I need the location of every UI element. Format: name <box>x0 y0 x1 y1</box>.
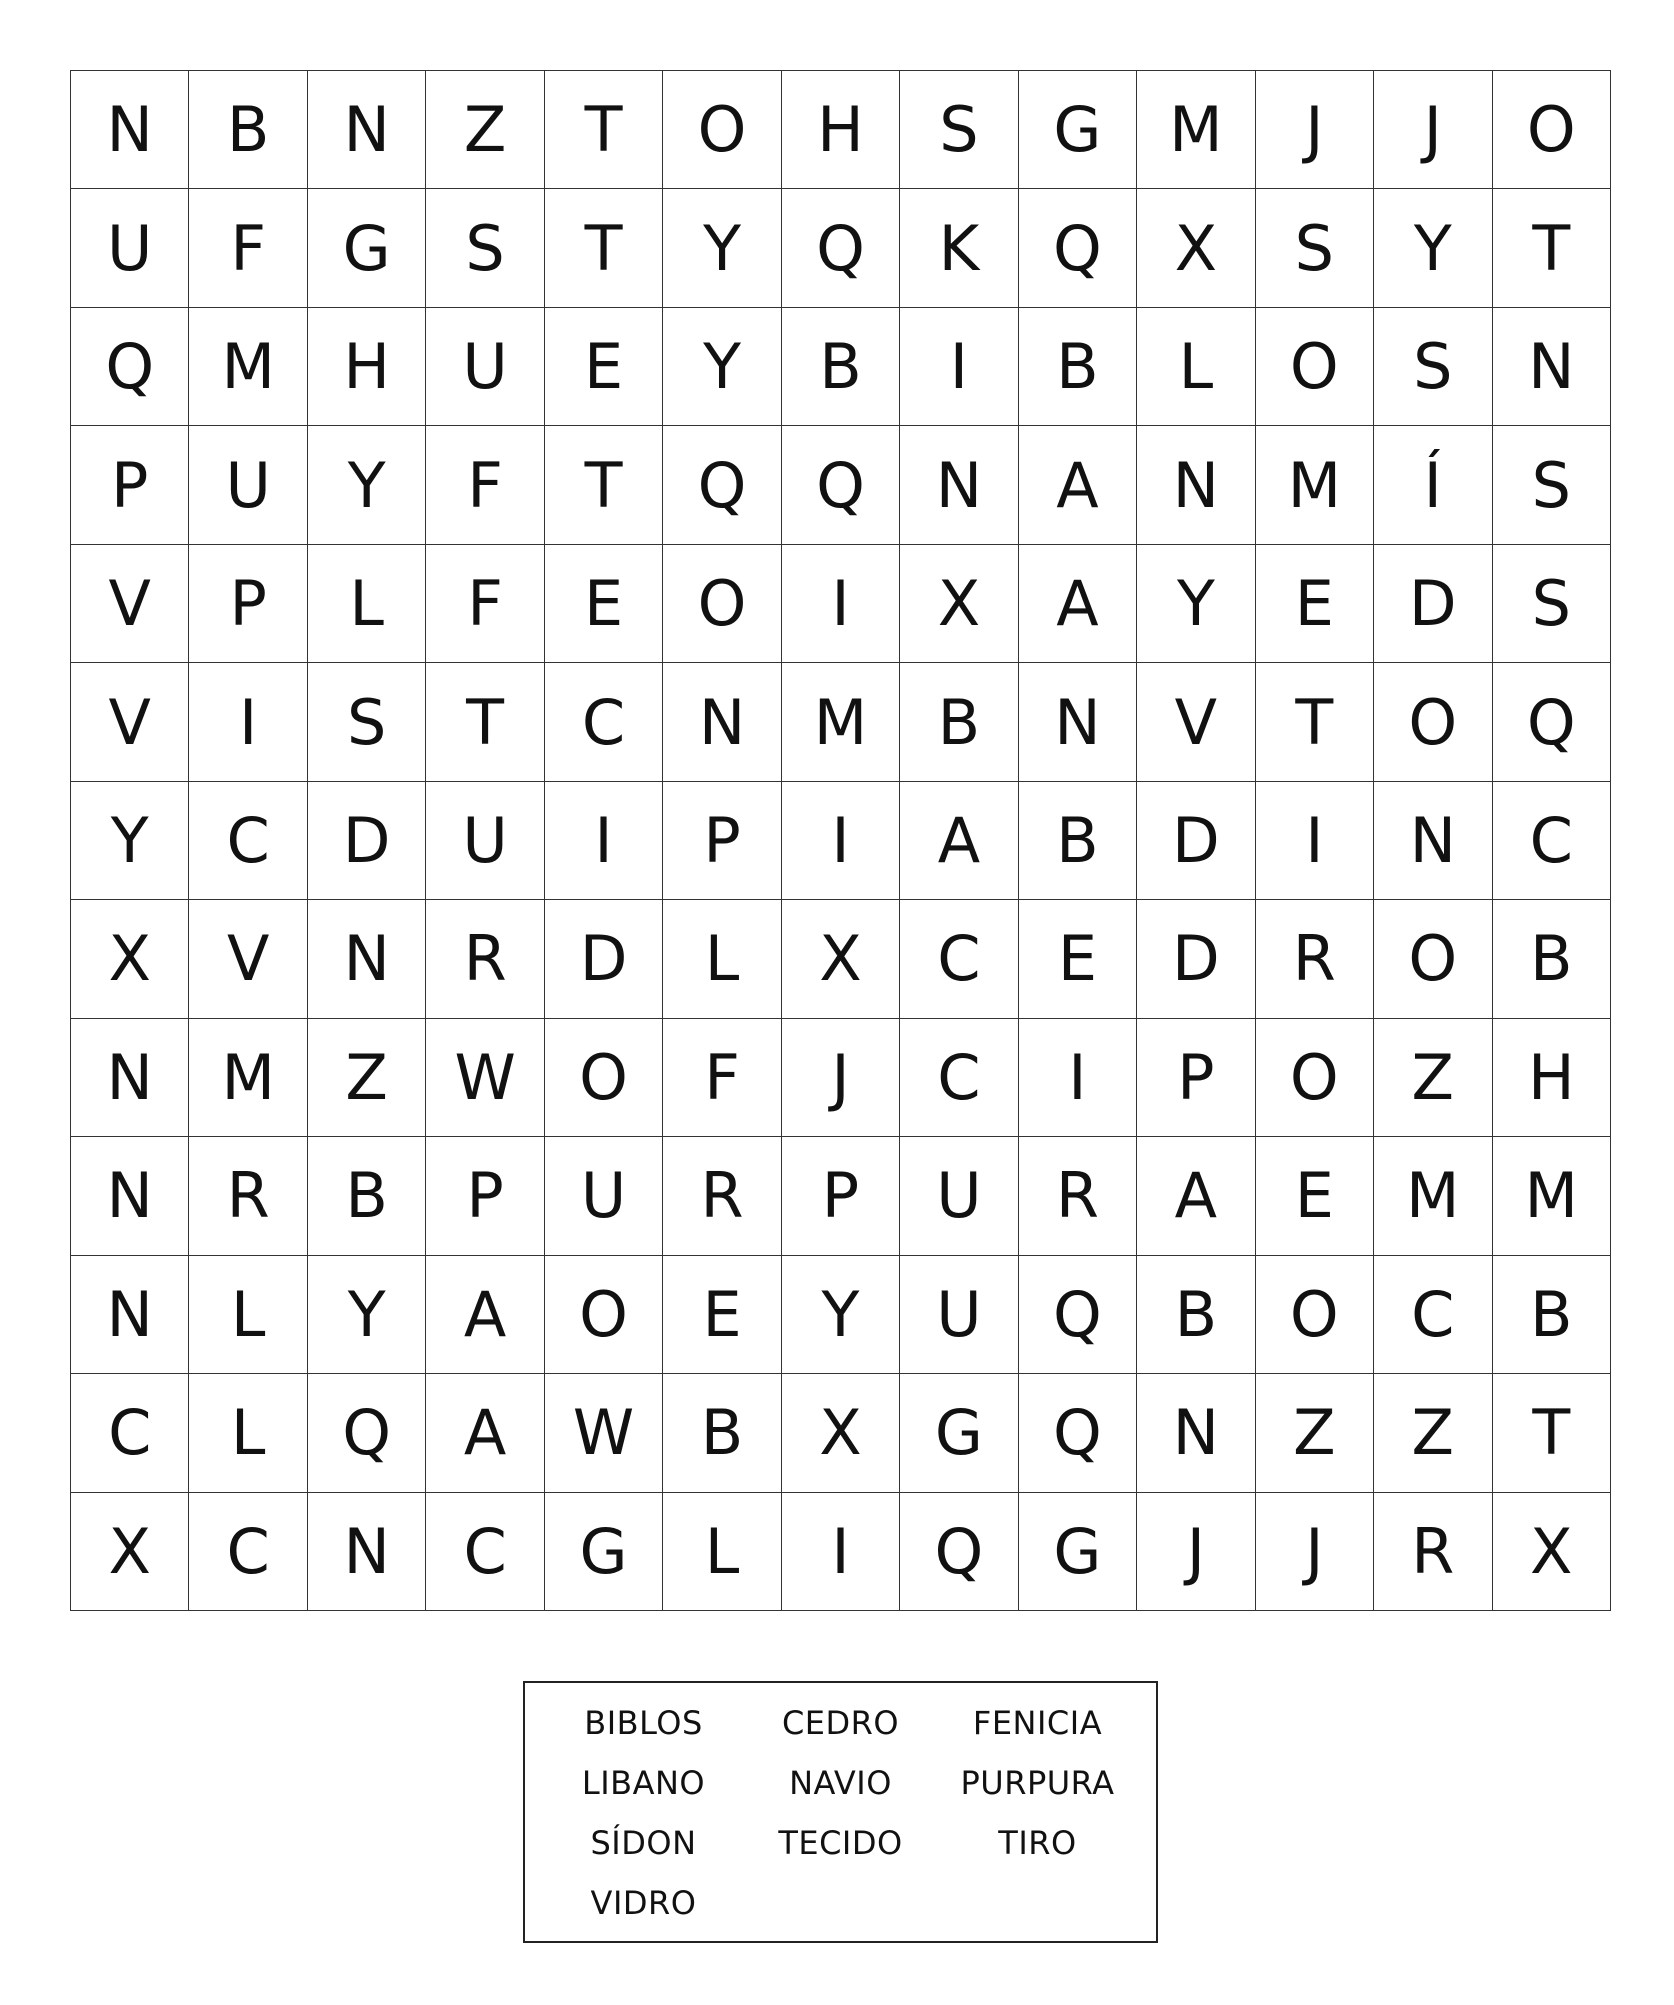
grid-cell[interactable]: S <box>1493 426 1611 544</box>
grid-cell[interactable]: Z <box>308 1019 426 1137</box>
word-list-item: NAVIO <box>789 1764 892 1802</box>
grid-cell[interactable]: Q <box>1019 1256 1137 1374</box>
grid-cell[interactable]: M <box>1256 426 1374 544</box>
grid-cell[interactable]: V <box>71 545 189 663</box>
grid-cell[interactable]: U <box>426 308 544 426</box>
grid-cell[interactable]: C <box>1493 782 1611 900</box>
grid-cell[interactable]: T <box>1493 189 1611 307</box>
grid-cell[interactable]: P <box>426 1137 544 1255</box>
grid-cell[interactable]: Q <box>663 426 781 544</box>
grid-cell[interactable]: V <box>1137 663 1255 781</box>
grid-cell[interactable]: H <box>308 308 426 426</box>
grid-cell[interactable]: F <box>426 545 544 663</box>
grid-cell[interactable]: L <box>189 1256 307 1374</box>
word-list-item: VIDRO <box>590 1884 697 1922</box>
word-list-item: SÍDON <box>590 1824 697 1862</box>
grid-cell[interactable]: R <box>426 900 544 1018</box>
grid-cell[interactable]: K <box>900 189 1018 307</box>
grid-cell[interactable]: I <box>782 782 900 900</box>
grid-cell[interactable]: Q <box>1019 189 1137 307</box>
grid-cell[interactable]: O <box>1374 663 1492 781</box>
grid-cell[interactable]: Y <box>308 426 426 544</box>
grid-cell[interactable]: W <box>545 1374 663 1492</box>
grid-cell[interactable]: P <box>663 782 781 900</box>
grid-cell[interactable]: D <box>1137 900 1255 1018</box>
grid-cell[interactable]: N <box>71 1019 189 1137</box>
grid-cell[interactable]: L <box>189 1374 307 1492</box>
grid-cell[interactable]: E <box>1256 1137 1374 1255</box>
grid-cell[interactable]: O <box>663 71 781 189</box>
grid-cell[interactable]: N <box>308 71 426 189</box>
grid-cell[interactable]: A <box>1019 426 1137 544</box>
grid-cell[interactable]: X <box>1137 189 1255 307</box>
grid-cell[interactable]: U <box>189 426 307 544</box>
grid-cell[interactable]: C <box>189 1493 307 1611</box>
grid-cell[interactable]: N <box>1493 308 1611 426</box>
grid-cell[interactable]: I <box>782 1493 900 1611</box>
letter-grid <box>70 70 1611 1611</box>
grid-cell[interactable]: A <box>1137 1137 1255 1255</box>
grid-cell[interactable]: O <box>1256 1019 1374 1137</box>
grid-cell[interactable]: C <box>900 900 1018 1018</box>
grid-cell[interactable]: R <box>1374 1493 1492 1611</box>
grid-cell[interactable]: B <box>1019 782 1137 900</box>
grid-cell[interactable]: D <box>1374 545 1492 663</box>
grid-cell[interactable]: M <box>1137 71 1255 189</box>
grid-cell[interactable]: E <box>1019 900 1137 1018</box>
grid-cell[interactable]: P <box>189 545 307 663</box>
grid-cell[interactable]: S <box>900 71 1018 189</box>
grid-cell[interactable]: E <box>663 1256 781 1374</box>
grid-cell[interactable]: Z <box>1256 1374 1374 1492</box>
grid-cell[interactable]: C <box>900 1019 1018 1137</box>
grid-cell[interactable]: R <box>1019 1137 1137 1255</box>
grid-cell[interactable]: A <box>900 782 1018 900</box>
grid-cell[interactable]: H <box>782 71 900 189</box>
grid-cell[interactable]: N <box>71 1256 189 1374</box>
grid-cell[interactable]: D <box>308 782 426 900</box>
grid-cell[interactable]: O <box>663 545 781 663</box>
word-list-item: FENICIA <box>972 1704 1103 1742</box>
grid-cell[interactable]: Z <box>1374 1374 1492 1492</box>
grid-cell[interactable]: J <box>782 1019 900 1137</box>
grid-cell[interactable]: U <box>426 782 544 900</box>
grid-cell[interactable]: E <box>545 545 663 663</box>
grid-cell[interactable]: U <box>900 1256 1018 1374</box>
word-list-item: TECIDO <box>778 1824 903 1862</box>
grid-cell[interactable]: B <box>1137 1256 1255 1374</box>
grid-cell[interactable]: S <box>1374 308 1492 426</box>
grid-cell[interactable]: Q <box>782 189 900 307</box>
grid-cell[interactable]: C <box>189 782 307 900</box>
grid-cell[interactable]: B <box>189 71 307 189</box>
grid-cell[interactable]: G <box>900 1374 1018 1492</box>
word-list-item: LIBANO <box>581 1764 706 1802</box>
grid-cell[interactable]: J <box>1256 1493 1374 1611</box>
grid-cell[interactable]: P <box>71 426 189 544</box>
grid-cell[interactable]: T <box>1256 663 1374 781</box>
grid-cell[interactable]: F <box>189 189 307 307</box>
grid-cell[interactable]: C <box>545 663 663 781</box>
grid-cell[interactable]: N <box>1019 663 1137 781</box>
grid-cell[interactable]: X <box>71 1493 189 1611</box>
grid-cell[interactable]: J <box>1137 1493 1255 1611</box>
grid-cell[interactable]: N <box>71 71 189 189</box>
grid-cell[interactable]: L <box>308 545 426 663</box>
grid-cell[interactable]: P <box>782 1137 900 1255</box>
grid-cell[interactable]: U <box>71 189 189 307</box>
grid-cell[interactable]: J <box>1374 71 1492 189</box>
grid-cell[interactable]: L <box>663 1493 781 1611</box>
grid-cell[interactable]: Y <box>308 1256 426 1374</box>
grid-cell[interactable]: N <box>308 900 426 1018</box>
grid-cell[interactable]: M <box>189 1019 307 1137</box>
grid-cell[interactable]: Z <box>1374 1019 1492 1137</box>
grid-cell[interactable]: O <box>1256 308 1374 426</box>
grid-cell[interactable]: O <box>1493 71 1611 189</box>
grid-cell[interactable]: O <box>1374 900 1492 1018</box>
grid-cell[interactable]: T <box>545 426 663 544</box>
grid-cell[interactable]: Í <box>1374 426 1492 544</box>
grid-cell[interactable]: O <box>545 1256 663 1374</box>
grid-cell[interactable]: C <box>426 1493 544 1611</box>
grid-cell[interactable]: H <box>1493 1019 1611 1137</box>
word-list <box>523 1681 1158 1943</box>
grid-cell[interactable]: I <box>900 308 1018 426</box>
grid-cell[interactable]: G <box>545 1493 663 1611</box>
grid-cell[interactable]: F <box>426 426 544 544</box>
grid-cell[interactable]: Y <box>782 1256 900 1374</box>
grid-cell[interactable]: B <box>1493 1256 1611 1374</box>
grid-cell[interactable]: P <box>1137 1019 1255 1137</box>
grid-cell[interactable]: Z <box>426 71 544 189</box>
grid-cell[interactable]: Q <box>782 426 900 544</box>
grid-cell[interactable]: G <box>1019 1493 1137 1611</box>
grid-cell[interactable]: L <box>663 900 781 1018</box>
grid-cell[interactable]: Y <box>663 308 781 426</box>
grid-cell[interactable]: R <box>189 1137 307 1255</box>
grid-cell[interactable]: B <box>1493 900 1611 1018</box>
grid-cell[interactable]: I <box>189 663 307 781</box>
grid-cell[interactable]: N <box>308 1493 426 1611</box>
grid-cell[interactable]: Q <box>71 308 189 426</box>
grid-cell[interactable]: U <box>900 1137 1018 1255</box>
grid-cell[interactable]: B <box>663 1374 781 1492</box>
word-list-item: PURPURA <box>960 1764 1115 1802</box>
grid-cell[interactable]: E <box>1256 545 1374 663</box>
grid-cell[interactable]: T <box>426 663 544 781</box>
grid-cell[interactable]: B <box>308 1137 426 1255</box>
grid-cell[interactable]: A <box>426 1374 544 1492</box>
grid-cell[interactable]: N <box>1137 426 1255 544</box>
grid-cell[interactable]: S <box>1493 545 1611 663</box>
grid-cell[interactable]: Q <box>1493 663 1611 781</box>
grid-cell[interactable]: E <box>545 308 663 426</box>
grid-cell[interactable]: Y <box>663 189 781 307</box>
grid-cell[interactable]: M <box>1493 1137 1611 1255</box>
grid-cell[interactable]: M <box>1374 1137 1492 1255</box>
word-list-item: BIBLOS <box>584 1704 703 1742</box>
grid-cell[interactable]: D <box>1137 782 1255 900</box>
grid-cell[interactable]: I <box>545 782 663 900</box>
grid-cell[interactable]: X <box>782 1374 900 1492</box>
grid-cell[interactable]: J <box>1256 71 1374 189</box>
grid-cell[interactable]: Q <box>900 1493 1018 1611</box>
grid-cell[interactable]: A <box>426 1256 544 1374</box>
grid-cell[interactable]: A <box>1019 545 1137 663</box>
grid-cell[interactable]: T <box>545 71 663 189</box>
grid-cell[interactable]: X <box>782 900 900 1018</box>
grid-cell[interactable]: X <box>71 900 189 1018</box>
grid-cell[interactable]: N <box>1374 782 1492 900</box>
grid-cell[interactable]: M <box>782 663 900 781</box>
grid-cell[interactable]: C <box>1374 1256 1492 1374</box>
grid-cell[interactable]: X <box>1493 1493 1611 1611</box>
grid-cell[interactable]: V <box>189 900 307 1018</box>
grid-cell[interactable]: Q <box>1019 1374 1137 1492</box>
word-list-item: TIRO <box>998 1824 1077 1862</box>
grid-cell[interactable]: U <box>545 1137 663 1255</box>
grid-cell[interactable]: G <box>308 189 426 307</box>
grid-cell[interactable]: F <box>663 1019 781 1137</box>
grid-cell[interactable]: D <box>545 900 663 1018</box>
grid-cell[interactable]: R <box>1256 900 1374 1018</box>
grid-cell[interactable]: S <box>426 189 544 307</box>
grid-cell[interactable]: L <box>1137 308 1255 426</box>
grid-cell[interactable]: S <box>308 663 426 781</box>
grid-cell[interactable]: G <box>1019 71 1137 189</box>
grid-cell[interactable]: C <box>71 1374 189 1492</box>
grid-cell[interactable]: B <box>782 308 900 426</box>
grid-cell[interactable]: B <box>900 663 1018 781</box>
grid-cell[interactable]: I <box>1256 782 1374 900</box>
grid-cell[interactable]: I <box>782 545 900 663</box>
word-list-item: CEDRO <box>781 1704 900 1742</box>
grid-cell[interactable]: V <box>71 663 189 781</box>
grid-cell[interactable]: M <box>189 308 307 426</box>
grid-cell[interactable]: T <box>1493 1374 1611 1492</box>
grid-cell[interactable]: I <box>1019 1019 1137 1137</box>
grid-cell[interactable]: O <box>1256 1256 1374 1374</box>
grid-cell[interactable]: N <box>71 1137 189 1255</box>
grid-cell[interactable]: S <box>1256 189 1374 307</box>
grid-cell[interactable]: N <box>900 426 1018 544</box>
grid-cell[interactable]: X <box>900 545 1018 663</box>
grid-cell[interactable]: O <box>545 1019 663 1137</box>
grid-cell[interactable]: N <box>663 663 781 781</box>
grid-cell[interactable]: Y <box>1374 189 1492 307</box>
grid-cell[interactable]: B <box>1019 308 1137 426</box>
grid-cell[interactable]: Y <box>1137 545 1255 663</box>
grid-cell[interactable]: Q <box>308 1374 426 1492</box>
grid-cell[interactable]: R <box>663 1137 781 1255</box>
grid-cell[interactable]: T <box>545 189 663 307</box>
grid-cell[interactable]: W <box>426 1019 544 1137</box>
grid-cell[interactable]: N <box>1137 1374 1255 1492</box>
grid-cell[interactable]: Y <box>71 782 189 900</box>
